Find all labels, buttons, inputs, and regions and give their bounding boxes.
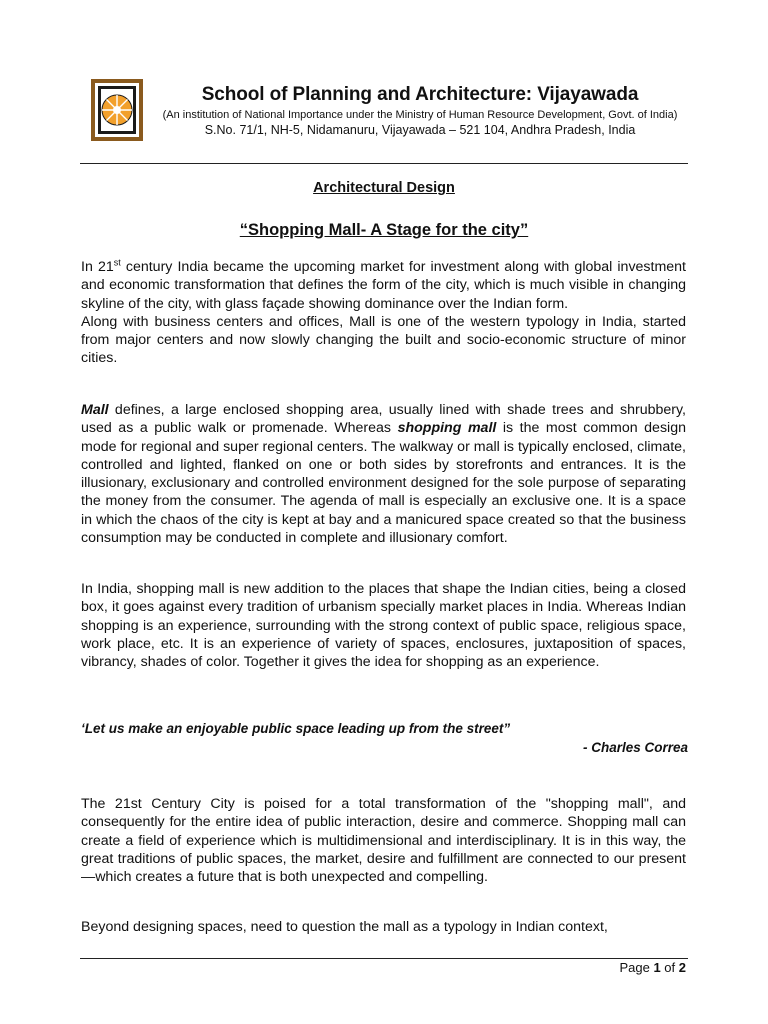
paragraph-intro: [81, 258, 686, 368]
paragraph-1-start: In 21: [81, 259, 114, 275]
footer-divider: [80, 958, 688, 959]
paragraph-mall-definition: [81, 401, 686, 547]
paragraph-3-part-b: is the most common design mode for regional and super regional centers. The walkway or mall is typically enclosed, climate, controlled and lighted, flanked on one or both sides by storefronts and entrances. It is the illusionary, exclusionary and controlled environment designed for the sole purpose of separating the money from the consumer. The agenda of mall is especially an exclusive one. It is a space in which the chaos of the city is kept at bay and a manicured space created so that the business consumption may be conducted in complete and illusionary comfort.: [81, 420, 686, 547]
current-page: 1: [653, 960, 661, 975]
ordinal-superscript: st: [113, 257, 121, 268]
total-pages: 2: [678, 960, 686, 975]
institution-subtitle: (An institution of National Importance under the Ministry of Human Resource Development, Govt. of India): [162, 109, 678, 121]
institution-address: S.No. 71/1, NH-5, Nidamanuru, Vijayawada – 521 104, Andhra Pradesh, India: [204, 123, 636, 137]
paragraph-5: The 21st Century City is poised for a total transformation of the "shopping mall", and consequently for the entire idea of public interaction, desire and commerce. Shopping mall can create a field of experience which is multidimensional and interdisciplinary. It is in this way, the great traditions of public spaces, the market, desire and fulfillment are connected to our present—which creates a future that is both unexpected and compelling.: [81, 796, 686, 886]
page-label: Page: [619, 960, 654, 975]
paragraph-beyond: [81, 918, 686, 936]
header-divider: [80, 163, 688, 164]
paragraph-21st-century: [81, 795, 686, 886]
document-title: “Shopping Mall- A Stage for the city”: [239, 221, 529, 239]
document-subject: Architectural Design: [313, 180, 455, 196]
of-label: of: [660, 960, 679, 975]
letterhead: [150, 84, 690, 138]
term-shopping-mall: shopping mall: [397, 420, 497, 437]
institution-logo: [90, 78, 144, 142]
quote-author: - Charles Correa: [582, 740, 688, 755]
paragraph-3-part-a: defines, a large enclosed shopping area, usually lined with shade trees and shrubbery, used as a public walk or promenade. Whereas: [81, 402, 686, 437]
paragraph-1-rest: century India became the upcoming market for investment along with global investment and economic transformation that defines the form of the city, which is much visible in changing skyline of the city, with glass façade showing dominance over the Indian form.: [81, 259, 687, 312]
institution-name: School of Planning and Architecture: Vijayawada: [201, 84, 639, 105]
paragraph-india: [81, 580, 686, 671]
page-number: [619, 960, 686, 975]
quote-text: ‘Let us make an enjoyable public space leading up from the street”: [81, 721, 511, 736]
term-mall: Mall: [81, 402, 109, 418]
paragraph-6: Beyond designing spaces, need to question the mall as a typology in Indian context,: [81, 919, 608, 935]
paragraph-2: Along with business centers and offices, Mall is one of the western typology in India, started from major centers and now slowly changing the built and socio-economic structure of minor cities.: [81, 313, 686, 367]
paragraph-4: In India, shopping mall is new addition to the places that shape the Indian cities, being a closed box, it goes against every tradition of urbanism specially market places in India. Whereas Indian shopping is an experience, surrounding with the strong context of public space, religious space, work place, etc. It is an experience of variety of spaces, enclosures, juxtaposition of spaces, vibrancy, shades of color. Together it gives the idea for shopping as an experience.: [81, 581, 686, 671]
